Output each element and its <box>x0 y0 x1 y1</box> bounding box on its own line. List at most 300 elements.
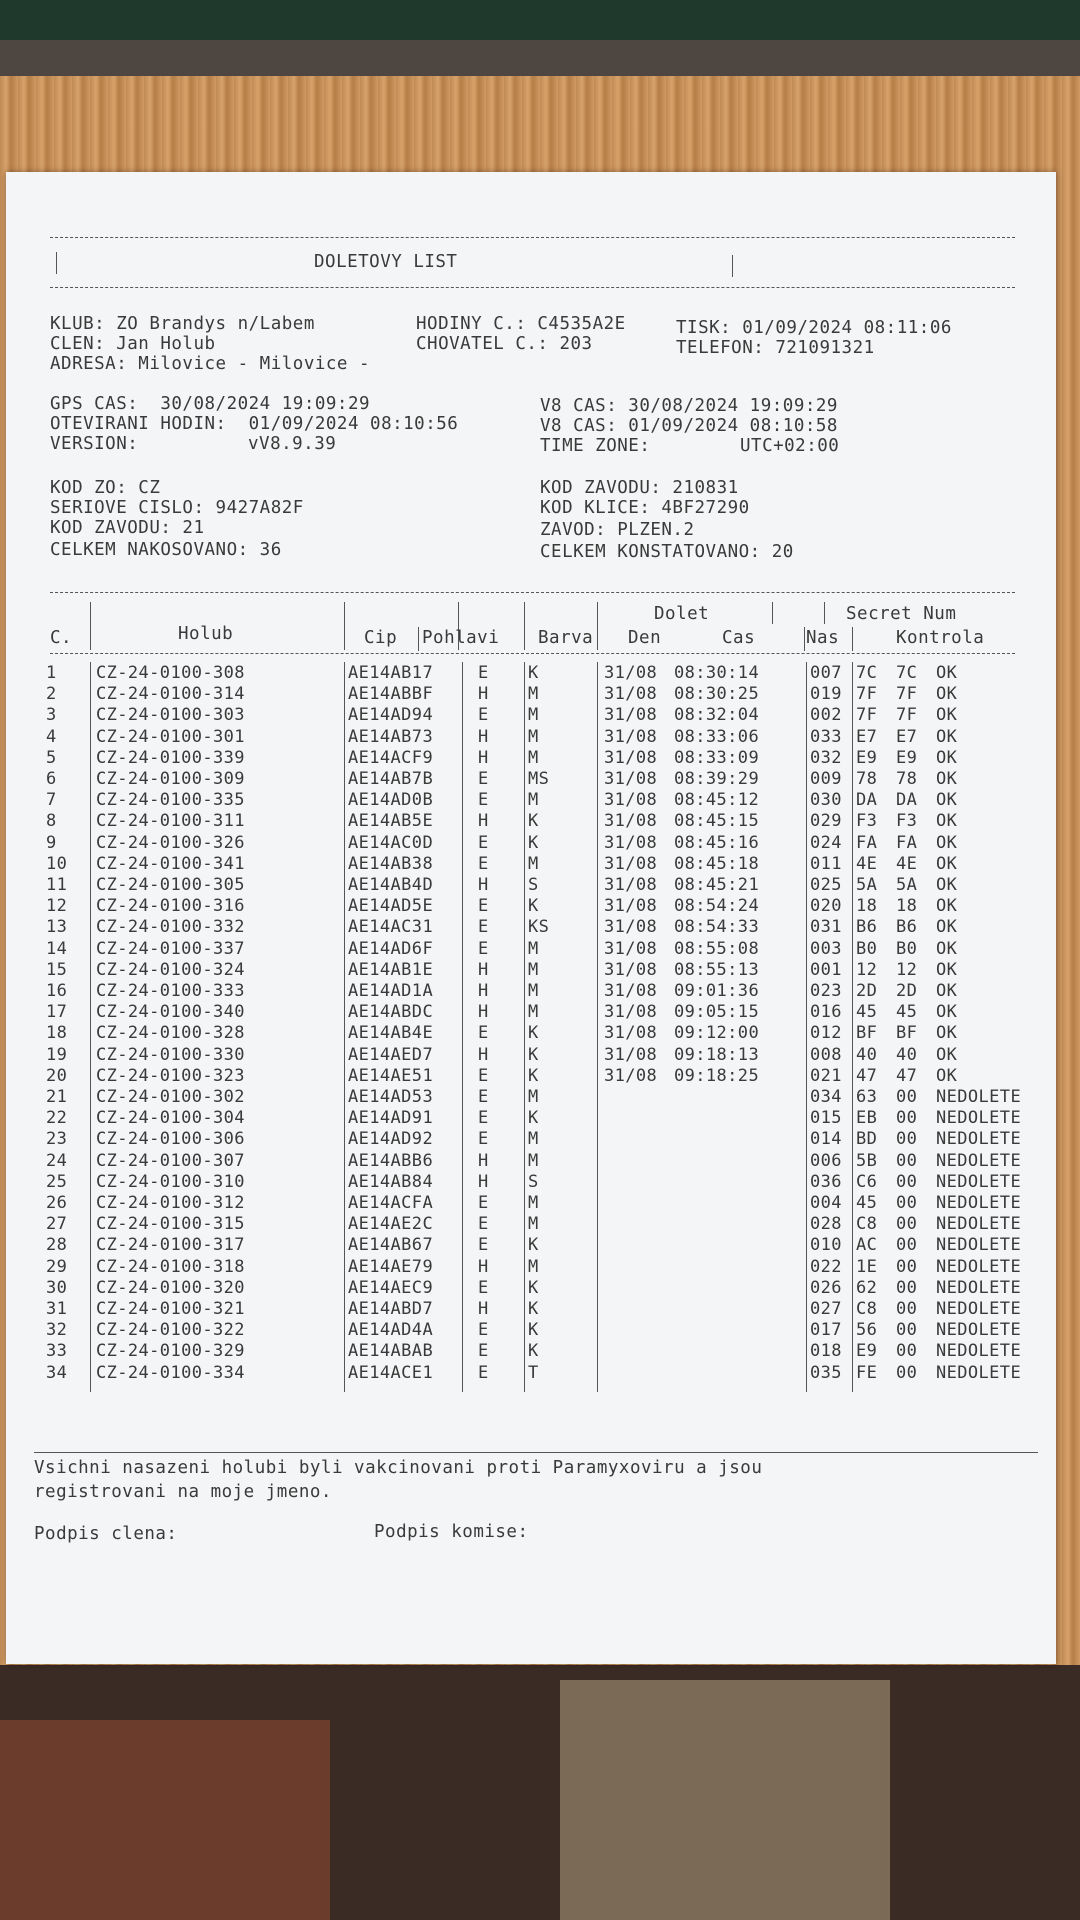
table-header-top-border <box>50 592 1015 593</box>
control-status: OK <box>936 896 958 917</box>
kod-zo: KOD ZO: CZ <box>50 478 161 498</box>
table-row <box>6 1214 1056 1235</box>
secret-1: 40 <box>856 1044 878 1065</box>
secret-2: 00 <box>896 1299 918 1319</box>
col-sep-9 <box>824 602 825 624</box>
row-number: 29 <box>46 1256 68 1277</box>
chip-id: AE14ABB6 <box>348 1150 434 1171</box>
gps-cas: GPS CAS: 30/08/2024 19:09:29 <box>50 394 371 414</box>
chip-id: AE14AD5E <box>348 896 434 917</box>
basket-number: 031 <box>810 917 842 938</box>
ring-number: CZ-24-0100-307 <box>96 1150 245 1171</box>
secret-1: C6 <box>856 1171 878 1192</box>
secret-2: 18 <box>896 896 918 917</box>
control-status: OK <box>936 769 958 789</box>
table-row <box>6 727 1056 748</box>
chovatel-line: CHOVATEL C.: 203 <box>416 334 593 354</box>
basket-number: 029 <box>810 811 842 832</box>
table-row <box>6 981 1056 1002</box>
row-number: 18 <box>46 1023 68 1044</box>
footer-separator <box>34 1452 1038 1453</box>
sex: E <box>478 1193 489 1213</box>
ring-number: CZ-24-0100-318 <box>96 1256 245 1277</box>
row-number: 4 <box>46 726 57 747</box>
ring-number: CZ-24-0100-308 <box>96 663 245 683</box>
color: M <box>528 726 539 747</box>
row-number: 15 <box>46 959 68 980</box>
secret-2: 00 <box>896 1214 918 1235</box>
control-status: NEDOLETE <box>936 1235 1022 1256</box>
background-top <box>0 0 1080 40</box>
control-status: NEDOLETE <box>936 1214 1022 1235</box>
basket-number: 006 <box>810 1150 842 1171</box>
color: K <box>528 832 539 853</box>
ring-number: CZ-24-0100-317 <box>96 1235 245 1256</box>
secret-1: AC <box>856 1235 878 1256</box>
header-pohlavi: Pohlavi <box>422 628 500 648</box>
secret-1: F3 <box>856 811 878 832</box>
control-status: NEDOLETE <box>936 1299 1022 1319</box>
basket-number: 036 <box>810 1171 842 1192</box>
secret-2: 45 <box>896 1002 918 1023</box>
control-status: NEDOLETE <box>936 1193 1022 1213</box>
secret-1: 56 <box>856 1320 878 1341</box>
arrival-day: 31/08 <box>604 1065 658 1086</box>
ring-number: CZ-24-0100-335 <box>96 790 245 811</box>
arrival-day: 31/08 <box>604 726 658 747</box>
table-row <box>6 1341 1056 1362</box>
telefon-line: TELEFON: 721091321 <box>676 338 875 358</box>
color: M <box>528 959 539 980</box>
control-status: NEDOLETE <box>936 1320 1022 1341</box>
control-status: OK <box>936 1065 958 1086</box>
table-row <box>6 1257 1056 1278</box>
ring-number: CZ-24-0100-321 <box>96 1299 245 1319</box>
control-status: OK <box>936 1044 958 1065</box>
control-status: OK <box>936 747 958 768</box>
ring-number: CZ-24-0100-339 <box>96 747 245 768</box>
secret-1: C8 <box>856 1299 878 1319</box>
secret-2: 00 <box>896 1193 918 1213</box>
arrival-time: 08:45:12 <box>674 790 760 811</box>
table-row <box>6 1045 1056 1066</box>
secret-2: 00 <box>896 1171 918 1192</box>
background-carpet <box>560 1680 890 1920</box>
control-status: OK <box>936 790 958 811</box>
col-sep-2 <box>344 602 345 650</box>
basket-number: 018 <box>810 1341 842 1362</box>
row-number: 20 <box>46 1065 68 1086</box>
chip-id: AE14AC0D <box>348 832 434 853</box>
page-title: DOLETOVY LIST <box>314 252 458 272</box>
secret-2: F3 <box>896 811 918 832</box>
basket-number: 004 <box>810 1193 842 1213</box>
basket-number: 027 <box>810 1299 842 1319</box>
arrival-time: 09:01:36 <box>674 981 760 1001</box>
color: M <box>528 981 539 1001</box>
row-number: 6 <box>46 769 57 789</box>
title-bottom-border <box>50 287 1015 288</box>
color: M <box>528 1150 539 1171</box>
row-number: 33 <box>46 1341 68 1362</box>
row-number: 10 <box>46 853 68 874</box>
color: K <box>528 1299 539 1319</box>
header-barva: Barva <box>538 628 594 648</box>
arrival-day: 31/08 <box>604 705 658 726</box>
table-row <box>6 1151 1056 1172</box>
ring-number: CZ-24-0100-337 <box>96 938 245 959</box>
chip-id: AE14AE79 <box>348 1256 434 1277</box>
chip-id: AE14AD0B <box>348 790 434 811</box>
vaccination-statement-line1: Vsichni nasazeni holubi byli vakcinovani proti Paramyxoviru a jsou <box>34 1458 763 1478</box>
ring-number: CZ-24-0100-303 <box>96 705 245 726</box>
col-sep-7 <box>772 602 773 624</box>
secret-1: DA <box>856 790 878 811</box>
header-kontrola: Kontrola <box>896 628 985 648</box>
sex: E <box>478 1341 489 1362</box>
table-row <box>6 1129 1056 1150</box>
row-number: 17 <box>46 1002 68 1023</box>
secret-1: 45 <box>856 1193 878 1213</box>
ring-number: CZ-24-0100-332 <box>96 917 245 938</box>
mat-border <box>0 40 1080 76</box>
basket-number: 017 <box>810 1320 842 1341</box>
sex: E <box>478 1214 489 1235</box>
color: S <box>528 1171 539 1192</box>
row-number: 34 <box>46 1362 68 1383</box>
row-number: 5 <box>46 747 57 768</box>
color: K <box>528 811 539 832</box>
arrival-day: 31/08 <box>604 959 658 980</box>
secret-2: 47 <box>896 1065 918 1086</box>
sex: E <box>478 917 489 938</box>
arrival-time: 08:54:24 <box>674 896 760 917</box>
control-status: NEDOLETE <box>936 1277 1022 1298</box>
sex: E <box>478 1129 489 1150</box>
row-number: 26 <box>46 1193 68 1213</box>
arrival-day: 31/08 <box>604 981 658 1001</box>
tisk-line: TISK: 01/09/2024 08:11:06 <box>676 318 952 338</box>
sex: H <box>478 1150 489 1171</box>
secret-1: 45 <box>856 1002 878 1023</box>
arrival-time: 08:39:29 <box>674 769 760 789</box>
clen-line: CLEN: Jan Holub <box>50 334 216 354</box>
sex: H <box>478 1299 489 1319</box>
basket-number: 025 <box>810 875 842 895</box>
secret-1: 47 <box>856 1065 878 1086</box>
sex: E <box>478 663 489 683</box>
secret-1: FA <box>856 832 878 853</box>
secret-1: 63 <box>856 1087 878 1107</box>
control-status: NEDOLETE <box>936 1171 1022 1192</box>
secret-2: 7F <box>896 705 918 726</box>
secret-2: 00 <box>896 1108 918 1129</box>
version-label: VERSION: <box>50 434 139 454</box>
table-row <box>6 1066 1056 1087</box>
arrival-day: 31/08 <box>604 790 658 811</box>
color: M <box>528 1214 539 1235</box>
color: K <box>528 1108 539 1129</box>
v8-cas-2: V8 CAS: 01/09/2024 08:10:58 <box>540 416 838 436</box>
row-number: 28 <box>46 1235 68 1256</box>
chip-id: AE14ACE1 <box>348 1362 434 1383</box>
arrival-day: 31/08 <box>604 663 658 683</box>
seriove-cislo: SERIOVE CISLO: 9427A82F <box>50 498 304 518</box>
color: M <box>528 1087 539 1107</box>
basket-number: 016 <box>810 1002 842 1023</box>
secret-1: C8 <box>856 1214 878 1235</box>
ring-number: CZ-24-0100-310 <box>96 1171 245 1192</box>
arrival-day: 31/08 <box>604 769 658 789</box>
control-status: OK <box>936 811 958 832</box>
ring-number: CZ-24-0100-333 <box>96 981 245 1001</box>
arrival-time: 08:33:06 <box>674 726 760 747</box>
arrival-day: 31/08 <box>604 684 658 705</box>
row-number: 24 <box>46 1150 68 1171</box>
chip-id: AE14AEC9 <box>348 1277 434 1298</box>
color: M <box>528 1193 539 1213</box>
chip-id: AE14AB73 <box>348 726 434 747</box>
sex: E <box>478 1023 489 1044</box>
table-row <box>6 748 1056 769</box>
ring-number: CZ-24-0100-340 <box>96 1002 245 1023</box>
arrival-time: 08:30:25 <box>674 684 760 705</box>
color: K <box>528 896 539 917</box>
secret-1: 12 <box>856 959 878 980</box>
row-number: 23 <box>46 1129 68 1150</box>
ring-number: CZ-24-0100-341 <box>96 853 245 874</box>
sex: H <box>478 1002 489 1023</box>
sex: E <box>478 1087 489 1107</box>
secret-2: 7C <box>896 663 918 683</box>
control-status: OK <box>936 832 958 853</box>
ring-number: CZ-24-0100-328 <box>96 1023 245 1044</box>
table-row <box>6 960 1056 981</box>
table-row <box>6 875 1056 896</box>
arrival-time: 08:54:33 <box>674 917 760 938</box>
arrival-time: 08:45:21 <box>674 875 760 895</box>
basket-number: 033 <box>810 726 842 747</box>
arrival-day: 31/08 <box>604 1002 658 1023</box>
timezone-label: TIME ZONE: <box>540 436 651 456</box>
chip-id: AE14AD92 <box>348 1129 434 1150</box>
secret-1: BF <box>856 1023 878 1044</box>
arrival-time: 08:55:13 <box>674 959 760 980</box>
col-sep-3 <box>418 627 419 651</box>
ring-number: CZ-24-0100-320 <box>96 1277 245 1298</box>
sex: E <box>478 790 489 811</box>
secret-1: E7 <box>856 726 878 747</box>
basket-number: 008 <box>810 1044 842 1065</box>
table-row <box>6 705 1056 726</box>
secret-2: 5A <box>896 875 918 895</box>
table-row <box>6 790 1056 811</box>
ring-number: CZ-24-0100-330 <box>96 1044 245 1065</box>
control-status: NEDOLETE <box>936 1256 1022 1277</box>
basket-number: 015 <box>810 1108 842 1129</box>
ring-number: CZ-24-0100-309 <box>96 769 245 789</box>
color: K <box>528 1044 539 1065</box>
chip-id: AE14AD4A <box>348 1320 434 1341</box>
arrival-day: 31/08 <box>604 853 658 874</box>
arrival-day: 31/08 <box>604 896 658 917</box>
arrival-time: 08:32:04 <box>674 705 760 726</box>
basket-number: 020 <box>810 896 842 917</box>
chip-id: AE14AB38 <box>348 853 434 874</box>
arrival-day: 31/08 <box>604 747 658 768</box>
title-top-border <box>50 237 1015 238</box>
control-status: OK <box>936 959 958 980</box>
arrival-day: 31/08 <box>604 875 658 895</box>
ring-number: CZ-24-0100-314 <box>96 684 245 705</box>
row-number: 19 <box>46 1044 68 1065</box>
row-number: 14 <box>46 938 68 959</box>
chip-id: AE14ABAB <box>348 1341 434 1362</box>
arrival-day: 31/08 <box>604 1044 658 1065</box>
version-value: vV8.9.39 <box>248 434 337 454</box>
secret-2: 12 <box>896 959 918 980</box>
secret-2: 00 <box>896 1129 918 1150</box>
row-number: 3 <box>46 705 57 726</box>
chip-id: AE14AB67 <box>348 1235 434 1256</box>
row-number: 1 <box>46 663 57 683</box>
color: M <box>528 1256 539 1277</box>
arrival-day: 31/08 <box>604 1023 658 1044</box>
secret-1: 78 <box>856 769 878 789</box>
sex: E <box>478 1108 489 1129</box>
table-row <box>6 1299 1056 1320</box>
chip-id: AE14AD6F <box>348 938 434 959</box>
control-status: OK <box>936 1023 958 1044</box>
sex: H <box>478 811 489 832</box>
kod-klice: KOD KLICE: 4BF27290 <box>540 498 750 518</box>
color: K <box>528 1341 539 1362</box>
chip-id: AE14ACF9 <box>348 747 434 768</box>
arrival-time: 09:12:00 <box>674 1023 760 1044</box>
color: M <box>528 938 539 959</box>
ring-number: CZ-24-0100-302 <box>96 1087 245 1107</box>
secret-1: 1E <box>856 1256 878 1277</box>
header-cas: Cas <box>722 628 756 648</box>
basket-number: 011 <box>810 853 842 874</box>
secret-1: 2D <box>856 981 878 1001</box>
secret-2: B6 <box>896 917 918 938</box>
ring-number: CZ-24-0100-315 <box>96 1214 245 1235</box>
sex: H <box>478 1256 489 1277</box>
secret-2: E9 <box>896 747 918 768</box>
control-status: OK <box>936 853 958 874</box>
header-dolet: Dolet <box>654 604 710 624</box>
sex: E <box>478 1065 489 1086</box>
arrival-time: 08:45:18 <box>674 853 760 874</box>
secret-1: B0 <box>856 938 878 959</box>
arrival-time: 09:18:25 <box>674 1065 760 1086</box>
control-status: OK <box>936 705 958 726</box>
table-row <box>6 854 1056 875</box>
color: MS <box>528 769 550 789</box>
ring-number: CZ-24-0100-334 <box>96 1362 245 1383</box>
color: S <box>528 875 539 895</box>
chip-id: AE14AB4D <box>348 875 434 895</box>
chip-id: AE14AD94 <box>348 705 434 726</box>
ring-number: CZ-24-0100-312 <box>96 1193 245 1213</box>
row-number: 12 <box>46 896 68 917</box>
kod-zavodu-right: KOD ZAVODU: 210831 <box>540 478 739 498</box>
table-row <box>6 1002 1056 1023</box>
row-number: 31 <box>46 1299 68 1319</box>
table-header-bottom-border <box>50 653 1015 654</box>
ring-number: CZ-24-0100-323 <box>96 1065 245 1086</box>
sex: E <box>478 832 489 853</box>
color: K <box>528 1235 539 1256</box>
sex: H <box>478 1044 489 1065</box>
ring-number: CZ-24-0100-316 <box>96 896 245 917</box>
table-row <box>6 1320 1056 1341</box>
ring-number: CZ-24-0100-324 <box>96 959 245 980</box>
sex: H <box>478 726 489 747</box>
sex: E <box>478 769 489 789</box>
control-status: OK <box>936 981 958 1001</box>
printed-sheet <box>6 172 1056 1664</box>
basket-number: 023 <box>810 981 842 1001</box>
color: K <box>528 1320 539 1341</box>
row-number: 32 <box>46 1320 68 1341</box>
ring-number: CZ-24-0100-305 <box>96 875 245 895</box>
control-status: NEDOLETE <box>936 1108 1022 1129</box>
chip-id: AE14AB7B <box>348 769 434 789</box>
arrival-time: 08:55:08 <box>674 938 760 959</box>
chip-id: AE14AE2C <box>348 1214 434 1235</box>
secret-1: E9 <box>856 747 878 768</box>
sex: H <box>478 747 489 768</box>
sex: E <box>478 896 489 917</box>
chip-id: AE14AB84 <box>348 1171 434 1192</box>
basket-number: 030 <box>810 790 842 811</box>
control-status: NEDOLETE <box>936 1087 1022 1107</box>
row-number: 27 <box>46 1214 68 1235</box>
basket-number: 002 <box>810 705 842 726</box>
secret-2: 00 <box>896 1150 918 1171</box>
secret-1: 5A <box>856 875 878 895</box>
basket-number: 007 <box>810 663 842 683</box>
chip-id: AE14AB1E <box>348 959 434 980</box>
control-status: NEDOLETE <box>936 1362 1022 1383</box>
arrival-day: 31/08 <box>604 811 658 832</box>
color: M <box>528 684 539 705</box>
table-row <box>6 917 1056 938</box>
row-number: 11 <box>46 875 68 895</box>
secret-2: DA <box>896 790 918 811</box>
secret-1: E9 <box>856 1341 878 1362</box>
table-row <box>6 1193 1056 1214</box>
arrival-day: 31/08 <box>604 938 658 959</box>
adresa-line: ADRESA: Milovice - Milovice - <box>50 354 371 374</box>
chip-id: AE14ABD7 <box>348 1299 434 1319</box>
basket-number: 014 <box>810 1129 842 1150</box>
chip-id: AE14ABBF <box>348 684 434 705</box>
row-number: 30 <box>46 1277 68 1298</box>
secret-2: 78 <box>896 769 918 789</box>
sex: E <box>478 1362 489 1383</box>
control-status: OK <box>936 663 958 683</box>
sex: E <box>478 853 489 874</box>
chip-id: AE14AB17 <box>348 663 434 683</box>
hodiny-line: HODINY C.: C4535A2E <box>416 314 626 334</box>
secret-1: 62 <box>856 1277 878 1298</box>
secret-1: 7F <box>856 684 878 705</box>
arrival-day: 31/08 <box>604 917 658 938</box>
table-row <box>6 1235 1056 1256</box>
